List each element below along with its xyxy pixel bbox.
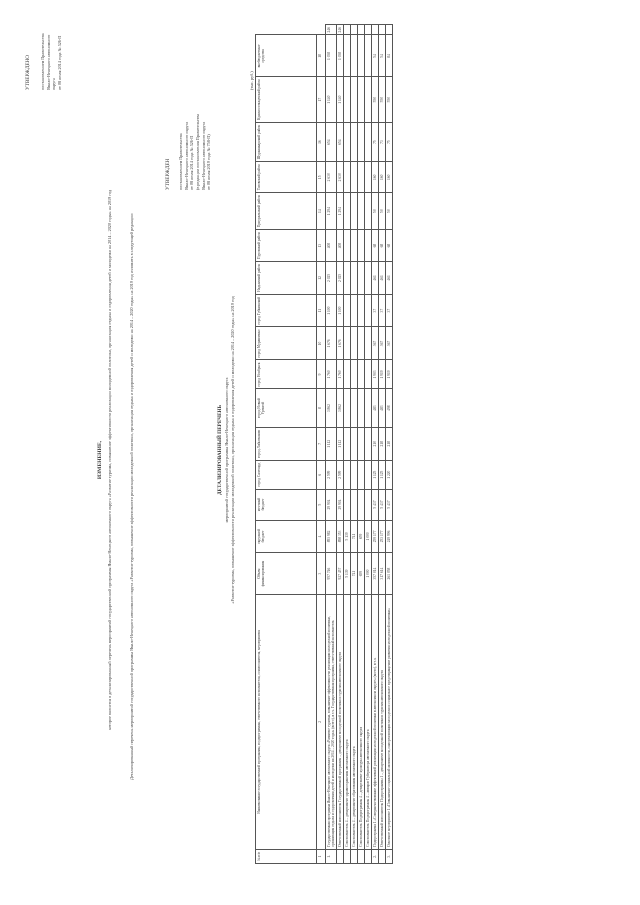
value-cell: 2 630 — [337, 162, 344, 193]
list-subtitle: «Развитие туризма, повышение эффективности реализации молодежной политики, организация отдыха и оздоровления детей и молодежи на 2014 – 2020 годы» на 2019 год — [229, 296, 235, 604]
value-cell — [358, 427, 365, 460]
change-text: которое вносится в детализированный перечень мероприятий государственной программы Ямало-Ненецкого автономного округа «Развитие туризма, повышение эффективности реализации молодежной политики, организация отдыха и оздоровления детей и молодежи на 2014 – 2020 годы» на 2019 год — [106, 190, 112, 731]
value-cell: 249 996 — [386, 520, 393, 553]
row-name: Соисполнитель 4 – департамент здравоохранения автономного округа — [344, 594, 351, 849]
value-cell — [358, 261, 365, 294]
value-cell: 246 — [326, 25, 337, 35]
value-cell — [358, 327, 365, 360]
value-cell — [344, 230, 351, 262]
value-cell — [358, 230, 365, 262]
value-cell: 654 — [326, 122, 337, 162]
value-cell — [365, 230, 372, 262]
value-cell: 5 437 — [379, 489, 386, 520]
value-cell: 37 — [372, 294, 379, 327]
value-cell: 210 — [372, 427, 379, 460]
value-cell: 550 — [386, 77, 393, 122]
row-name: Соисполнитель Подпрограммы 4 – аппарат Губернатора автономного округа — [365, 594, 372, 849]
value-cell — [365, 294, 372, 327]
value-cell: 75 — [386, 122, 393, 162]
value-cell: 68 — [372, 230, 379, 262]
value-cell — [351, 162, 358, 193]
value-cell — [358, 360, 365, 389]
value-cell: 84 — [386, 35, 393, 77]
value-cell: 3 862 — [337, 389, 344, 427]
value-cell — [358, 77, 365, 122]
value-cell: 2 025 — [326, 261, 337, 294]
column-number-cell: 14 — [317, 193, 326, 230]
value-cell: 50 — [379, 193, 386, 230]
row-index: 3. — [386, 849, 393, 863]
column-number-cell: 7 — [317, 427, 326, 460]
value-cell: 1 760 — [326, 360, 337, 389]
row-name: Основное мероприятие 1 «Повышение социальной активности, самореализации молодежи и социальное предотвращение развития молодежной политики» — [386, 594, 393, 849]
table-row — [337, 25, 344, 864]
value-cell — [358, 35, 365, 77]
row-index — [351, 849, 358, 863]
header-cell: внебюджетные средства — [256, 35, 317, 77]
value-cell — [358, 193, 365, 230]
header-cell: город Лабытнанги — [256, 427, 317, 460]
value-cell — [365, 77, 372, 122]
column-number-cell: 13 — [317, 230, 326, 262]
header-cell: город Ноябрьск — [256, 360, 317, 389]
value-cell — [358, 489, 365, 520]
value-cell — [365, 25, 372, 35]
value-cell — [351, 327, 358, 360]
column-number-cell: 15 — [317, 162, 326, 193]
value-cell: 1 000 — [365, 520, 372, 553]
value-cell: 367 — [379, 327, 386, 360]
value-cell — [358, 389, 365, 427]
value-cell: 37 — [379, 294, 386, 327]
value-cell — [358, 122, 365, 162]
value-cell — [344, 122, 351, 162]
value-cell — [344, 25, 351, 35]
value-cell: 367 — [386, 327, 393, 360]
value-cell: 2 025 — [337, 261, 344, 294]
value-cell: 550 — [379, 77, 386, 122]
value-cell: 1 038 — [337, 35, 344, 77]
value-cell: 50 — [372, 193, 379, 230]
value-cell: 1 676 — [337, 327, 344, 360]
value-cell: 659 — [358, 553, 365, 594]
column-number-cell: 3 — [317, 553, 326, 594]
value-cell: 498 — [386, 389, 393, 427]
table-row — [386, 25, 393, 864]
row-name: Ответственный исполнитель Государственной программы – департамент молодежной политики и туризма автономного округа — [337, 594, 344, 849]
value-cell: 408 — [326, 230, 337, 262]
value-cell: 461 — [386, 261, 393, 294]
row-name: Подпрограмма 1 «Совершенствование эффективной реализации молодежной политики в автономном округе» (всего), в т.ч. — [372, 594, 379, 849]
value-cell: 259 177 — [372, 520, 379, 553]
list-subtitle: мероприятий государственной программы Ямало-Ненецкого автономного округа — [224, 377, 230, 523]
table-header-row — [256, 25, 317, 864]
value-cell: 461 — [379, 261, 386, 294]
header-cell: местный бюджет — [256, 489, 317, 520]
value-cell: 1 919 — [386, 360, 393, 389]
header-cell: город Губкинский — [256, 294, 317, 327]
header-cell: Приуральский район — [256, 193, 317, 230]
approval-line: постановлением Правительства — [40, 33, 46, 90]
row-index — [379, 849, 386, 863]
approval-line: Ямало-Ненецкого автономного округа — [45, 34, 57, 90]
value-cell — [351, 360, 358, 389]
value-cell — [344, 193, 351, 230]
value-cell — [358, 460, 365, 489]
row-name: Соисполнитель Подпрограммы 4 – департамент культуры автономного округа — [358, 594, 365, 849]
list-title-block — [217, 170, 235, 730]
value-cell: 1 220 — [386, 460, 393, 489]
header-cell: Наименование государственной программы, подпрограммы, ответственного исполнителя, соисполнителя, мероприятия — [256, 594, 317, 849]
value-cell: 2 599 — [326, 460, 337, 489]
value-cell: 29 904 — [337, 489, 344, 520]
header-cell: окружной бюджет — [256, 520, 317, 553]
value-cell: 1 294 — [337, 193, 344, 230]
value-cell — [365, 122, 372, 162]
value-cell: 898 353 — [337, 520, 344, 553]
value-cell: 1 140 — [337, 77, 344, 122]
value-cell — [365, 427, 372, 460]
rotated-page — [17, 20, 637, 890]
column-number-cell: 8 — [317, 389, 326, 427]
table-row — [351, 25, 358, 864]
value-cell: 54 — [379, 35, 386, 77]
value-cell: 957 746 — [326, 553, 337, 594]
row-name: Государственная программа Ямало-Ненецкого автономного округа «Развитие туризма, повышение эффективности реализации молодежной политики, организация отдыха и оздоровления детей и молодежи на 2014 – 2020 годы» (всего), в т.ч. Государственная программа, ответственный исполнитель — [326, 594, 337, 849]
value-cell — [365, 489, 372, 520]
value-cell: 1 676 — [326, 327, 337, 360]
value-cell: 1 903 — [372, 360, 379, 389]
value-cell: 3 862 — [326, 389, 337, 427]
value-cell: 741 — [351, 520, 358, 553]
value-cell — [344, 261, 351, 294]
intro-paragraph: Детализированный перечень мероприятий государственной программы Ямало-Ненецкого автономного округа «Развитие туризма, повышение эффективности реализации молодежной политики, организация отдыха и оздоровления детей и молодежи на 2014 – 2020 годы» на 2019 год изложить в следующей редакции: — [129, 213, 134, 780]
header-cell: Пуровский район — [256, 230, 317, 262]
change-title-block — [97, 120, 112, 800]
table-row — [326, 25, 337, 864]
value-cell: 54 — [372, 35, 379, 77]
value-cell — [351, 122, 358, 162]
value-cell: 893 982 — [326, 520, 337, 553]
column-number-cell: 10 — [317, 327, 326, 360]
row-name: Соисполнитель 4 – департамент образования автономного округа — [351, 594, 358, 849]
detailed-table — [255, 24, 393, 864]
value-cell — [344, 327, 351, 360]
value-cell — [344, 360, 351, 389]
approval-line: от 08 июля 2019 года № 758-П) — [206, 134, 212, 190]
row-index — [337, 849, 344, 863]
value-cell — [344, 389, 351, 427]
approval-line: от 08 июля 2014 года № 526-П — [189, 135, 195, 190]
column-number-cell: 4 — [317, 520, 326, 553]
value-cell — [344, 427, 351, 460]
value-cell: 483 — [372, 389, 379, 427]
column-number-cell: 6 — [317, 460, 326, 489]
value-cell: 218 — [386, 427, 393, 460]
value-cell — [358, 162, 365, 193]
value-cell: 654 — [337, 122, 344, 162]
value-cell: 68 — [379, 230, 386, 262]
value-cell — [372, 25, 379, 35]
value-cell: 357 014 — [372, 553, 379, 594]
value-cell: 5 437 — [372, 489, 379, 520]
table-row — [372, 25, 379, 864]
value-cell: 2 599 — [337, 460, 344, 489]
value-cell: 927 457 — [337, 553, 344, 594]
value-cell: 68 — [386, 230, 393, 262]
units-label: (тыс. руб.) — [249, 71, 254, 90]
row-index — [344, 849, 351, 863]
value-cell: 50 — [386, 193, 393, 230]
column-number-row — [317, 25, 326, 864]
value-cell: 550 — [372, 77, 379, 122]
value-cell: 1 112 — [337, 427, 344, 460]
value-cell: 160 — [386, 162, 393, 193]
value-cell: 1 112 — [326, 427, 337, 460]
value-cell — [351, 230, 358, 262]
column-number-cell: 5 — [317, 489, 326, 520]
row-index: 1. — [326, 849, 337, 863]
value-cell — [344, 460, 351, 489]
column-number-cell: 2 — [317, 594, 326, 849]
value-cell: 1 125 — [372, 460, 379, 489]
row-index — [365, 849, 372, 863]
value-cell — [351, 489, 358, 520]
approval-stamp-top — [25, 24, 63, 90]
value-cell — [365, 261, 372, 294]
value-cell: 5 139 — [344, 553, 351, 594]
value-cell: 246 — [337, 25, 344, 35]
value-cell — [365, 327, 372, 360]
value-cell — [358, 294, 365, 327]
column-number-cell: 12 — [317, 261, 326, 294]
column-number-cell: 16 — [317, 122, 326, 162]
value-cell — [351, 261, 358, 294]
value-cell — [344, 162, 351, 193]
value-cell: 160 — [379, 162, 386, 193]
table-row — [344, 25, 351, 864]
value-cell — [365, 389, 372, 427]
table-row — [379, 25, 386, 864]
approval-line: (в редакции постановления Правительства — [195, 113, 201, 190]
table-row — [365, 25, 372, 864]
value-cell — [365, 35, 372, 77]
approval-line: от 08 июля 2014 года № 526-П — [57, 35, 63, 90]
value-cell: 1 294 — [326, 193, 337, 230]
value-cell — [386, 25, 393, 35]
value-cell: 741 — [351, 553, 358, 594]
header-cell: Тазовский район — [256, 162, 317, 193]
approval-heading: УТВЕРЖДЕН — [165, 158, 171, 190]
value-cell: 461 — [372, 261, 379, 294]
approval-line: постановлением Правительства — [178, 133, 184, 190]
value-cell: 2 630 — [326, 162, 337, 193]
header-cell: Надымский район — [256, 261, 317, 294]
value-cell: 5 437 — [386, 489, 393, 520]
value-cell: 73 — [379, 122, 386, 162]
value-cell — [351, 389, 358, 427]
value-cell — [344, 489, 351, 520]
value-cell — [344, 77, 351, 122]
column-number-cell: 11 — [317, 294, 326, 327]
value-cell: 75 — [372, 122, 379, 162]
row-index — [358, 849, 365, 863]
approval-heading: УТВЕРЖДЕНО — [25, 54, 31, 90]
value-cell: 261 058 — [386, 553, 393, 594]
column-number-cell: 17 — [317, 77, 326, 122]
row-name: Ответственный исполнитель Подпрограммы 1 – департамент молодежной политики и туризма автономного округа — [379, 594, 386, 849]
value-cell: 29 904 — [326, 489, 337, 520]
value-cell: 659 — [358, 520, 365, 553]
header-cell: город Салехард — [256, 460, 317, 489]
value-cell: 1 140 — [326, 77, 337, 122]
value-cell — [344, 294, 351, 327]
header-cell: Объем финансирования — [256, 553, 317, 594]
value-cell: 1 100 — [337, 294, 344, 327]
column-number-cell: 1 — [317, 849, 326, 863]
row-index: 2. — [372, 849, 379, 863]
value-cell: 408 — [337, 230, 344, 262]
value-cell: 253 177 — [379, 520, 386, 553]
value-cell — [365, 162, 372, 193]
value-cell — [351, 427, 358, 460]
value-cell — [351, 294, 358, 327]
header-cell: № п/п — [256, 849, 317, 863]
approval-line: Ямало-Ненецкого автономного округа — [183, 121, 189, 190]
value-cell: 483 — [379, 389, 386, 427]
value-cell: 1 038 — [326, 35, 337, 77]
value-cell: 1 000 — [365, 553, 372, 594]
value-cell — [365, 360, 372, 389]
value-cell — [365, 193, 372, 230]
table-body — [317, 25, 393, 864]
value-cell — [365, 460, 372, 489]
value-cell — [358, 25, 365, 35]
value-cell — [351, 35, 358, 77]
column-number-cell: 9 — [317, 360, 326, 389]
header-cell: город Новый Уренгой — [256, 389, 317, 427]
value-cell: 367 — [372, 327, 379, 360]
value-cell: 37 — [386, 294, 393, 327]
value-cell — [351, 460, 358, 489]
value-cell: 1 919 — [379, 360, 386, 389]
approval-stamp-second — [165, 90, 212, 190]
value-cell: 1 125 — [379, 460, 386, 489]
value-cell: 5 139 — [344, 520, 351, 553]
header-cell: Красноселькупский район — [256, 77, 317, 122]
header-cell: Шурышкарский район — [256, 122, 317, 162]
value-cell: 1 100 — [326, 294, 337, 327]
table-row — [358, 25, 365, 864]
value-cell — [344, 35, 351, 77]
value-cell: 218 — [379, 427, 386, 460]
list-heading: ДЕТАЛИЗИРОВАННЫЙ ПЕРЕЧЕНЬ — [217, 404, 223, 496]
change-heading: ИЗМЕНЕНИЕ, — [97, 440, 103, 480]
value-cell — [351, 25, 358, 35]
value-cell: 1 760 — [337, 360, 344, 389]
value-cell — [351, 77, 358, 122]
approval-line: Ямало-Ненецкого автономного округа — [200, 121, 206, 190]
value-cell: 160 — [372, 162, 379, 193]
value-cell — [379, 25, 386, 35]
header-cell: город Муравленко — [256, 327, 317, 360]
value-cell — [351, 193, 358, 230]
column-number-cell: 18 — [317, 35, 326, 77]
value-cell: 317 614 — [379, 553, 386, 594]
